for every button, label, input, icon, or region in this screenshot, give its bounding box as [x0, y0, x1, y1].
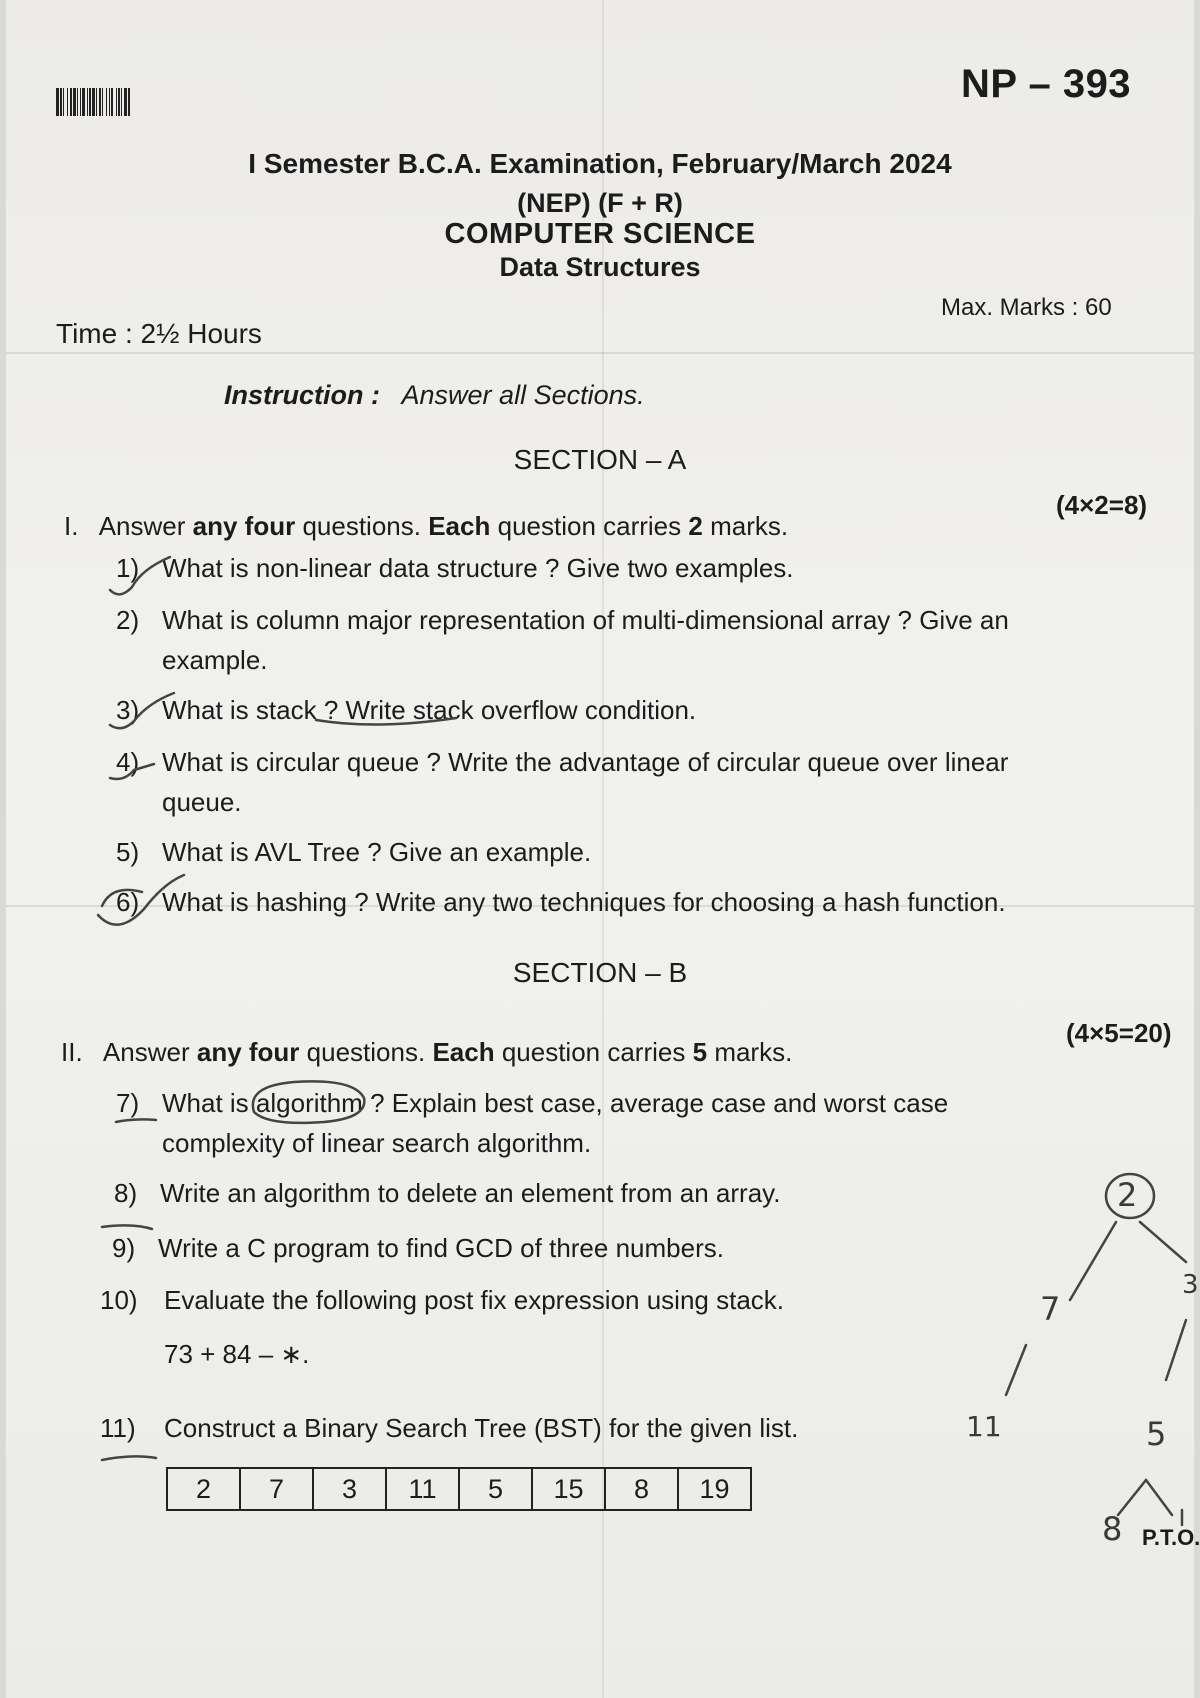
tick-mark: [110, 557, 170, 594]
question-text-continued: complexity of linear search algorithm.: [162, 1128, 592, 1158]
question-number: 1): [116, 553, 140, 583]
heading-text: 5: [692, 1037, 708, 1067]
section-b-title: SECTION – B: [512, 957, 688, 988]
tree-node: 5: [1146, 1415, 1167, 1453]
tree-node: 8: [1102, 1510, 1123, 1548]
underline-mark: [116, 1119, 156, 1122]
section-a-marks: (4×2=8): [1056, 490, 1148, 520]
question-number: 4): [116, 747, 140, 777]
exam-title: I Semester B.C.A. Examination, February/March 2024: [248, 148, 952, 179]
instruction-text: Answer all Sections.: [401, 380, 645, 410]
question-text: What is algorithm ? Explain best case, average case and worst case: [162, 1088, 949, 1118]
exam-paper: [6, 0, 1200, 1698]
underline-mark: [316, 718, 456, 725]
question-text-continued: example.: [162, 645, 268, 675]
tree-node: 2: [1117, 1176, 1138, 1214]
page-turn-over: P.T.O.: [1142, 1525, 1200, 1550]
question-text-continued: queue.: [162, 787, 242, 817]
question-text: What is AVL Tree ? Give an example.: [162, 837, 592, 867]
max-marks: Max. Marks : 60: [941, 294, 1112, 321]
question-number: 7): [116, 1088, 140, 1118]
time-allowed: Time : 2½ Hours: [56, 318, 262, 349]
tree-edge: [1006, 1345, 1026, 1395]
heading-text: marks.: [710, 511, 789, 541]
tick-mark: [110, 693, 174, 728]
list-cell: 11: [387, 1469, 460, 1509]
tree-node: 11: [966, 1410, 1002, 1443]
list-cell: 3: [314, 1469, 387, 1509]
tick-mark: [110, 764, 154, 779]
question-number: 11): [100, 1413, 136, 1443]
list-cell: 2: [168, 1469, 241, 1509]
list-cell: 15: [533, 1469, 606, 1509]
heading-text: marks.: [714, 1037, 793, 1067]
handwritten-marks: [6, 0, 1194, 1698]
exam-scheme: (NEP) (F + R): [517, 188, 683, 218]
question-number: 9): [112, 1233, 136, 1263]
section-b-number: II.: [61, 1037, 83, 1067]
heading-text: Answer: [98, 511, 186, 541]
section-a-title: SECTION – A: [513, 444, 687, 475]
tree-node: 3: [1182, 1270, 1199, 1300]
heading-text: Each: [428, 511, 491, 541]
question-text: What is non-linear data structure ? Give two examples.: [162, 553, 794, 583]
heading-text: questions.: [302, 511, 421, 541]
tree-edge: [1070, 1222, 1116, 1300]
paper-code: NP – 393: [961, 62, 1132, 106]
question-text: Evaluate the following post fix expression using stack.: [164, 1285, 785, 1315]
question-text-continued: 73 + 84 – ∗.: [164, 1339, 310, 1369]
question-number: 2): [116, 605, 140, 635]
question-text: Write a C program to find GCD of three numbers.: [158, 1233, 724, 1263]
heading-text: Each: [432, 1037, 495, 1067]
tick-mark: [98, 875, 184, 925]
section-b-marks: (4×5=20): [1066, 1018, 1172, 1048]
list-cell: 8: [606, 1469, 679, 1509]
circle-mark: [253, 1081, 364, 1123]
question-number: 3): [116, 695, 140, 725]
question-text: What is stack ? Write stack overflow condition.: [162, 695, 697, 725]
subject: COMPUTER SCIENCE: [444, 218, 756, 250]
section-a-number: I.: [64, 511, 79, 541]
heading-text: question carries: [497, 511, 682, 541]
underline-mark: [102, 1456, 156, 1460]
question-text: What is circular queue ? Write the advantage of circular queue over linear: [162, 747, 1009, 777]
instruction-label: Instruction :: [224, 380, 380, 410]
heading-text: any four: [196, 1037, 300, 1067]
list-cell: 19: [699, 1474, 730, 1504]
heading-text: any four: [192, 511, 296, 541]
question-number: 8): [114, 1178, 138, 1208]
list-cell: 7: [241, 1469, 314, 1509]
list-cell: 5: [460, 1469, 533, 1509]
question-number: 5): [116, 837, 140, 867]
paper-name: Data Structures: [499, 252, 701, 282]
tree-edge: [1140, 1222, 1186, 1262]
tick-mark: [102, 890, 142, 906]
underline-mark: [102, 1225, 152, 1229]
question-text: Construct a Binary Search Tree (BST) for the given list.: [164, 1413, 799, 1443]
tree-node: 7: [1040, 1290, 1061, 1328]
question-number: 6): [116, 887, 140, 917]
heading-text: questions.: [306, 1037, 426, 1067]
question-text: What is column major representation of multi-dimensional array ? Give an: [162, 605, 1009, 635]
tree-edge: [1146, 1480, 1172, 1515]
question-text: What is hashing ? Write any two techniques for choosing a hash function.: [162, 887, 1006, 917]
tree-edge: [1166, 1320, 1186, 1380]
heading-text: Answer: [102, 1037, 190, 1067]
question-text: Write an algorithm to delete an element from an array.: [160, 1178, 781, 1208]
heading-text: question carries: [501, 1037, 686, 1067]
heading-text: 2: [688, 511, 703, 541]
question-number: 10): [100, 1285, 138, 1315]
